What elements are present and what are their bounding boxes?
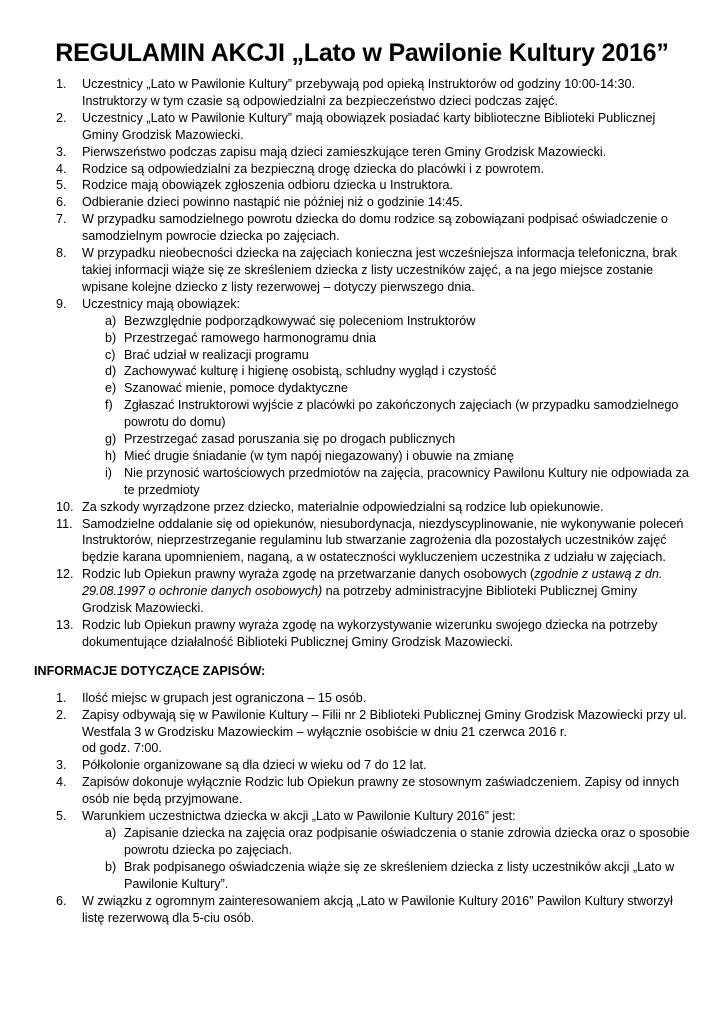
info-heading: INFORMACJE DOTYCZĄCE ZAPISÓW: [34,663,266,678]
info-item [34,757,690,774]
rule-item [34,194,690,211]
rule-item [34,76,690,110]
rule-item [34,617,690,651]
info-number: 5. [56,809,67,824]
rule-text: Rodzice są odpowiedzialni za bezpieczną drogę dziecka do placówki i z powrotem. [82,161,545,176]
info-text: Warunkiem uczestnictwa dziecka w akcji „Lato w Pawilonie Kultury 2016” jest: [82,809,516,824]
obligation-letter: b) [105,330,117,345]
rule-text: Za szkody wyrządzone przez dziecko, materialnie odpowiedzialni są rodzice lub opiekunowie. [82,499,604,514]
rule-text-italic: zgodnie z ustawą z dn. 29.08.1997 o ochronie danych osobowych) [82,567,663,599]
info-item [34,808,690,893]
obligation-text: Przestrzegać ramowego harmonogramu dnia [124,330,376,345]
info-number: 6. [56,893,67,908]
obligation-item [82,465,690,499]
rule-text: Samodzielne oddalanie się od opiekunów, niesubordynacja, niezdyscyplinowanie, nie wykonywanie poleceń Instruktorów, nieprzestrzeganie regulaminu lub stwarzanie zagrożenia dla pozostałych uczestników zajęć będzie karana upomnieniem, naganą, a w ostateczności wykluczeniem uczestnika z udziału w zajęciach. [82,516,684,565]
rule-number: 7. [56,212,67,227]
condition-letter: a) [105,825,117,840]
rule-text: Odbieranie dzieci powinno nastąpić nie później niż o godzinie 14:45. [82,195,463,210]
rule-item [34,211,690,245]
obligation-item [82,313,690,330]
condition-text: Brak podpisanego oświadczenia wiąże się ze skreśleniem dziecka z listy uczestników akcji „Lato w Pawilonie Kultury”. [124,859,675,891]
rule-text-part: Rodzic lub Opiekun prawny wyraża zgodę na przetwarzanie danych osobowych ( [82,567,535,582]
obligation-letter: c) [105,347,116,362]
rule-text: Uczestnicy mają obowiązek: [82,296,241,311]
info-text: W związku z ogromnym zainteresowaniem akcją „Lato w Pawilonie Kultury 2016” Pawilon Kultury stworzył listę rezerwową dla 5-ciu osób. [82,893,673,925]
obligation-letter: i) [105,465,112,480]
info-number: 2. [56,707,67,722]
info-item [34,893,690,927]
rule-item [34,516,690,567]
rule-item [34,110,690,144]
info-text: Półkolonie organizowane są dla dzieci w wieku od 7 do 12 lat. [82,758,427,773]
obligation-text: Zgłaszać Instruktorowi wyjście z placówki po zakończonych zajęciach (w przypadku samodzielnego powrotu do domu) [124,398,679,430]
obligation-text: Nie przynosić wartościowych przedmiotów na zajęcia, pracownicy Pawilonu Kultury nie odpowiada za te przedmioty [124,465,689,497]
condition-letter: b) [105,859,117,874]
condition-item [82,859,690,893]
rule-item [34,144,690,161]
info-number: 1. [56,690,67,705]
obligation-item [82,347,690,364]
conditions-list [82,825,690,893]
obligation-item [82,363,690,380]
rule-item [34,177,690,194]
rule-text-part: na potrzeby administracyjne Biblioteki Publicznej Gminy Grodzisk Mazowiecki. [82,584,638,616]
obligation-letter: d) [105,364,117,379]
rule-text: Rodzice mają obowiązek zgłoszenia odbioru dziecka u Instruktora. [82,178,454,193]
rule-text: W przypadku samodzielnego powrotu dziecka do domu rodzice są zobowiązani podpisać oświadczenie o samodzielnym powrocie dziecka po zajęciach. [82,212,668,244]
rule-number: 1. [56,77,67,91]
obligation-text: Zachowywać kulturę i higienę osobistą, schludny wygląd i czystość [124,364,497,379]
document-title: REGULAMIN AKCJI „Lato w Pawilonie Kultury 2016” [55,39,669,67]
info-text: Zapisów dokonuje wyłącznie Rodzic lub Opiekun prawny ze stosownym zaświadczeniem. Zapisy od innych osób nie będą przyjmowane. [82,775,680,807]
rule-number: 11. [56,516,73,531]
info-item [34,707,690,758]
obligation-item [82,330,690,347]
rule-number: 13. [56,618,74,632]
rule-text: Rodzic lub Opiekun prawny wyraża zgodę na wykorzystywanie wizerunku swojego dziecka na potrzeby dokumentujące działalność Biblioteki Publicznej Gminy Grodzisk Mazowiecki. [82,618,658,649]
rules-list [34,76,690,651]
info-text: Ilość miejsc w grupach jest ograniczona – 15 osób. [82,690,367,705]
info-text-line: od godz. 7:00. [82,741,162,756]
rule-text: Pierwszeństwo podczas zapisu mają dzieci zamieszkujące teren Gminy Grodzisk Mazowiecki. [82,144,607,159]
obligation-text: Przestrzegać zasad poruszania się po drogach publicznych [124,432,456,447]
info-text: Zapisy odbywają się w Pawilonie Kultury – Filii nr 2 Biblioteki Publicznej Gminy Grodzisk Mazowiecki przy ul. Westfala 3 w Grodzisku Mazowieckim – wyłącznie osobiście w dniu 21 czerwca 2016 r. [82,707,687,739]
rule-item [34,245,690,296]
obligation-item [82,431,690,448]
rule-number: 4. [56,161,67,176]
rule-number: 2. [56,110,67,125]
condition-text: Zapisanie dziecka na zajęcia oraz podpisanie oświadczenia o stanie zdrowia dziecka oraz o sposobie powrotu dziecka po zajęciach. [124,825,690,857]
obligation-item [82,397,690,431]
condition-item [82,825,690,859]
obligation-text: Bezwzględnie podporządkowywać się poleceniom Instruktorów [124,313,476,328]
rule-number: 3. [56,144,67,159]
info-number: 3. [56,758,67,773]
rule-number: 6. [56,195,67,210]
obligation-item [82,380,690,397]
obligations-list [82,313,690,499]
info-number: 4. [56,775,67,790]
obligation-letter: g) [105,432,117,447]
obligation-text: Brać udział w realizacji programu [124,347,309,362]
rule-item [34,499,690,516]
info-list [34,690,690,927]
rule-number: 5. [56,178,67,193]
obligation-text: Szanować mienie, pomoce dydaktyczne [124,381,349,396]
obligation-letter: e) [105,381,117,396]
obligation-text: Mieć drugie śniadanie (w tym napój niegazowany) i obuwie na zmianę [124,448,514,463]
obligation-item [82,448,690,465]
rule-item [34,161,690,178]
rule-item [34,566,690,617]
obligation-letter: h) [105,448,117,463]
obligation-letter: f) [105,398,113,413]
rule-number: 12. [56,567,74,582]
info-item [34,774,690,808]
rule-text: Uczestnicy „Lato w Pawilonie Kultury” przebywają pod opieką Instruktorów od godziny 10:00-14:30. Instruktorzy w tym czasie są odpowiedzialni za bezpieczeństwo dzieci podczas zajęć. [82,77,636,108]
info-item [34,690,690,707]
rule-number: 10. [56,499,74,514]
rule-text: Uczestnicy „Lato w Pawilonie Kultury” mają obowiązek posiadać karty biblioteczne Biblioteki Publicznej Gminy Grodzisk Mazowiecki. [82,110,656,142]
rule-item [34,296,690,499]
rule-text: W przypadku nieobecności dziecka na zajęciach konieczna jest wcześniejsza informacja telefoniczna, brak takiej informacji wiąże się ze skreśleniem dziecka z listy uczestników zajęć, a na jego miejsce zostanie wpisane kolejne dziecko z listy rezerwowej – dotyczy pierwszego dnia. [82,246,678,294]
rule-number: 9. [56,296,67,311]
rule-number: 8. [56,246,67,261]
obligation-letter: a) [105,313,117,328]
